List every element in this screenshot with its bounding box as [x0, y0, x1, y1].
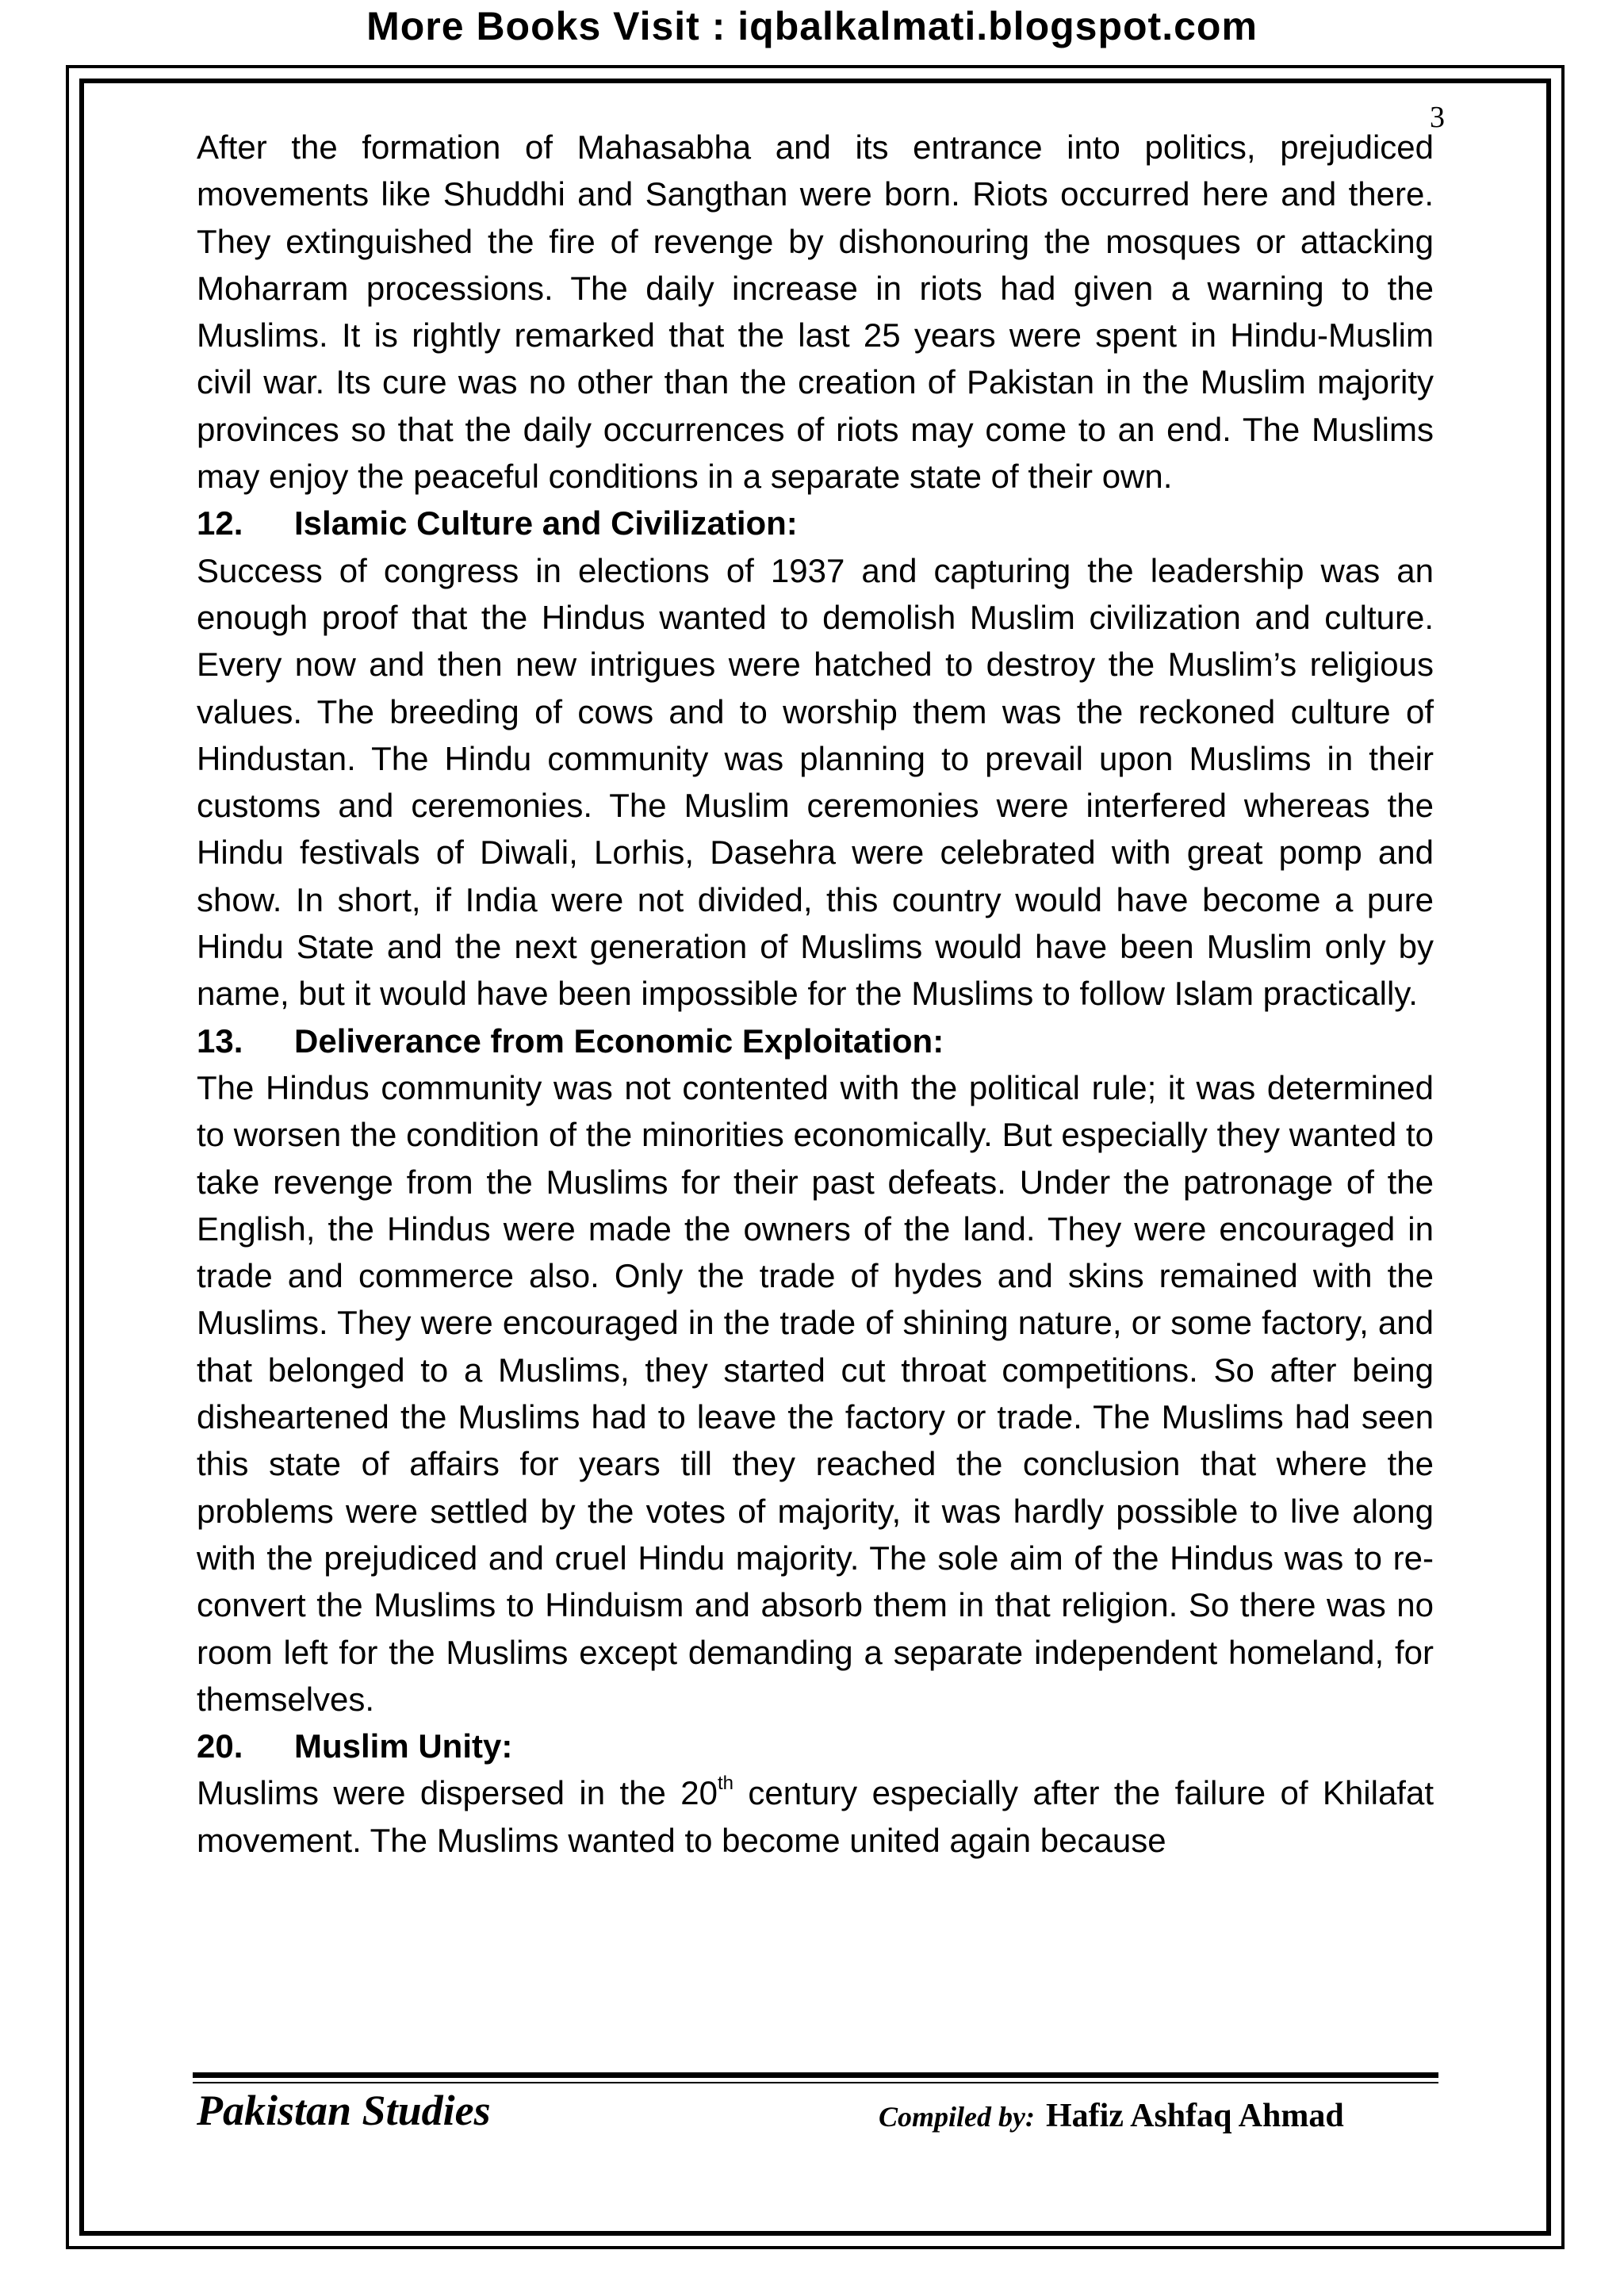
paragraph-unity-start: Muslims were dispersed in the 20	[197, 1774, 718, 1812]
page-body	[197, 124, 1434, 1864]
footer-credit	[879, 2097, 1344, 2135]
section-title: Islamic Culture and Civilization:	[294, 504, 798, 542]
section-number: 12.	[197, 504, 243, 542]
footer-title: Pakistan Studies	[197, 2087, 491, 2134]
page-number: 3	[1430, 101, 1445, 134]
compiled-by-label: Compiled by:	[879, 2101, 1035, 2133]
paragraph-economic: The Hindus community was not contented with the political rule; it was determined to worsen the condition of the minorities economically. But especially they wanted to take revenge from the Muslims for their past defeats. Under the patronage of the English, the Hindus were made the owners of the land. They were encouraged in trade and commerce also. Only the trade of hydes and skins remained with the Muslims. They were encouraged in the trade of shining nature, or some factory, and that belonged to a Muslims, they started cut throat competitions. So after being disheartened the Muslims had to leave the factory or trade. The Muslims had seen this state of affairs for years till they reached the conclusion that where the problems were settled by the votes of majority, it was hardly possible to live along with the prejudiced and cruel Hindu majority. The sole aim of the Hindus was to re-convert the Muslims to Hinduism and absorb them in that religion. So there was no room left for the Muslims except demanding a separate independent homeland, for themselves.	[197, 1068, 1434, 1718]
paragraph-culture: Success of congress in elections of 1937 and capturing the leadership was an enough proof that the Hindus wanted to demolish Muslim civilization and culture. Every now and then new intrigues were hatched to destroy the Muslim’s religious values. The breeding of cows and to worship them was the reckoned culture of Hindustan. The Hindu community was planning to prevail upon Muslims in their customs and ceremonies. The Muslim ceremonies were interfered whereas the Hindu festivals of Diwali, Lorhis, Dasehra were celebrated with great pomp and show. In short, if India were not divided, this country would have become a pure Hindu State and the next generation of Muslims would have been Muslim only by name, but it would have been impossible for the Muslims to follow Islam practically.	[197, 551, 1434, 1013]
section-heading-13	[197, 1018, 1434, 1064]
paragraph-riots: After the formation of Mahasabha and its entrance into politics, prejudiced movements like Shuddhi and Sangthan were born. Riots occurred here and there. They extinguished the fire of revenge by dishonouring the mosques or attacking Moharram processions. The daily increase in riots had given a warning to the Muslims. It is rightly remarked that the last 25 years were spent in Hindu-Muslim civil war. Its cure was no other than the creation of Pakistan in the Muslim majority provinces so that the daily occurrences of riots may come to an end. The Muslims may enjoy the peaceful conditions in a separate state of their own.	[197, 128, 1434, 496]
footer-rule-thick	[193, 2072, 1438, 2078]
paragraph-unity-end: century especially after the failure of Khilafat movement. The Muslims wanted to become united again because	[197, 1774, 1434, 1859]
section-number: 13.	[197, 1022, 243, 1060]
paragraph-unity	[197, 1769, 1434, 1864]
section-title: Deliverance from Economic Exploitation:	[294, 1022, 944, 1060]
author-name: Hafiz Ashfaq Ahmad	[1045, 2098, 1344, 2134]
footer-rule-thin	[193, 2082, 1438, 2083]
section-title: Muslim Unity:	[294, 1727, 513, 1765]
section-number: 20.	[197, 1727, 243, 1765]
section-heading-12	[197, 500, 1434, 546]
section-heading-20	[197, 1723, 1434, 1769]
site-banner: More Books Visit : iqbalkalmati.blogspot.com	[366, 4, 1258, 48]
ordinal-suffix: th	[718, 1773, 734, 1795]
